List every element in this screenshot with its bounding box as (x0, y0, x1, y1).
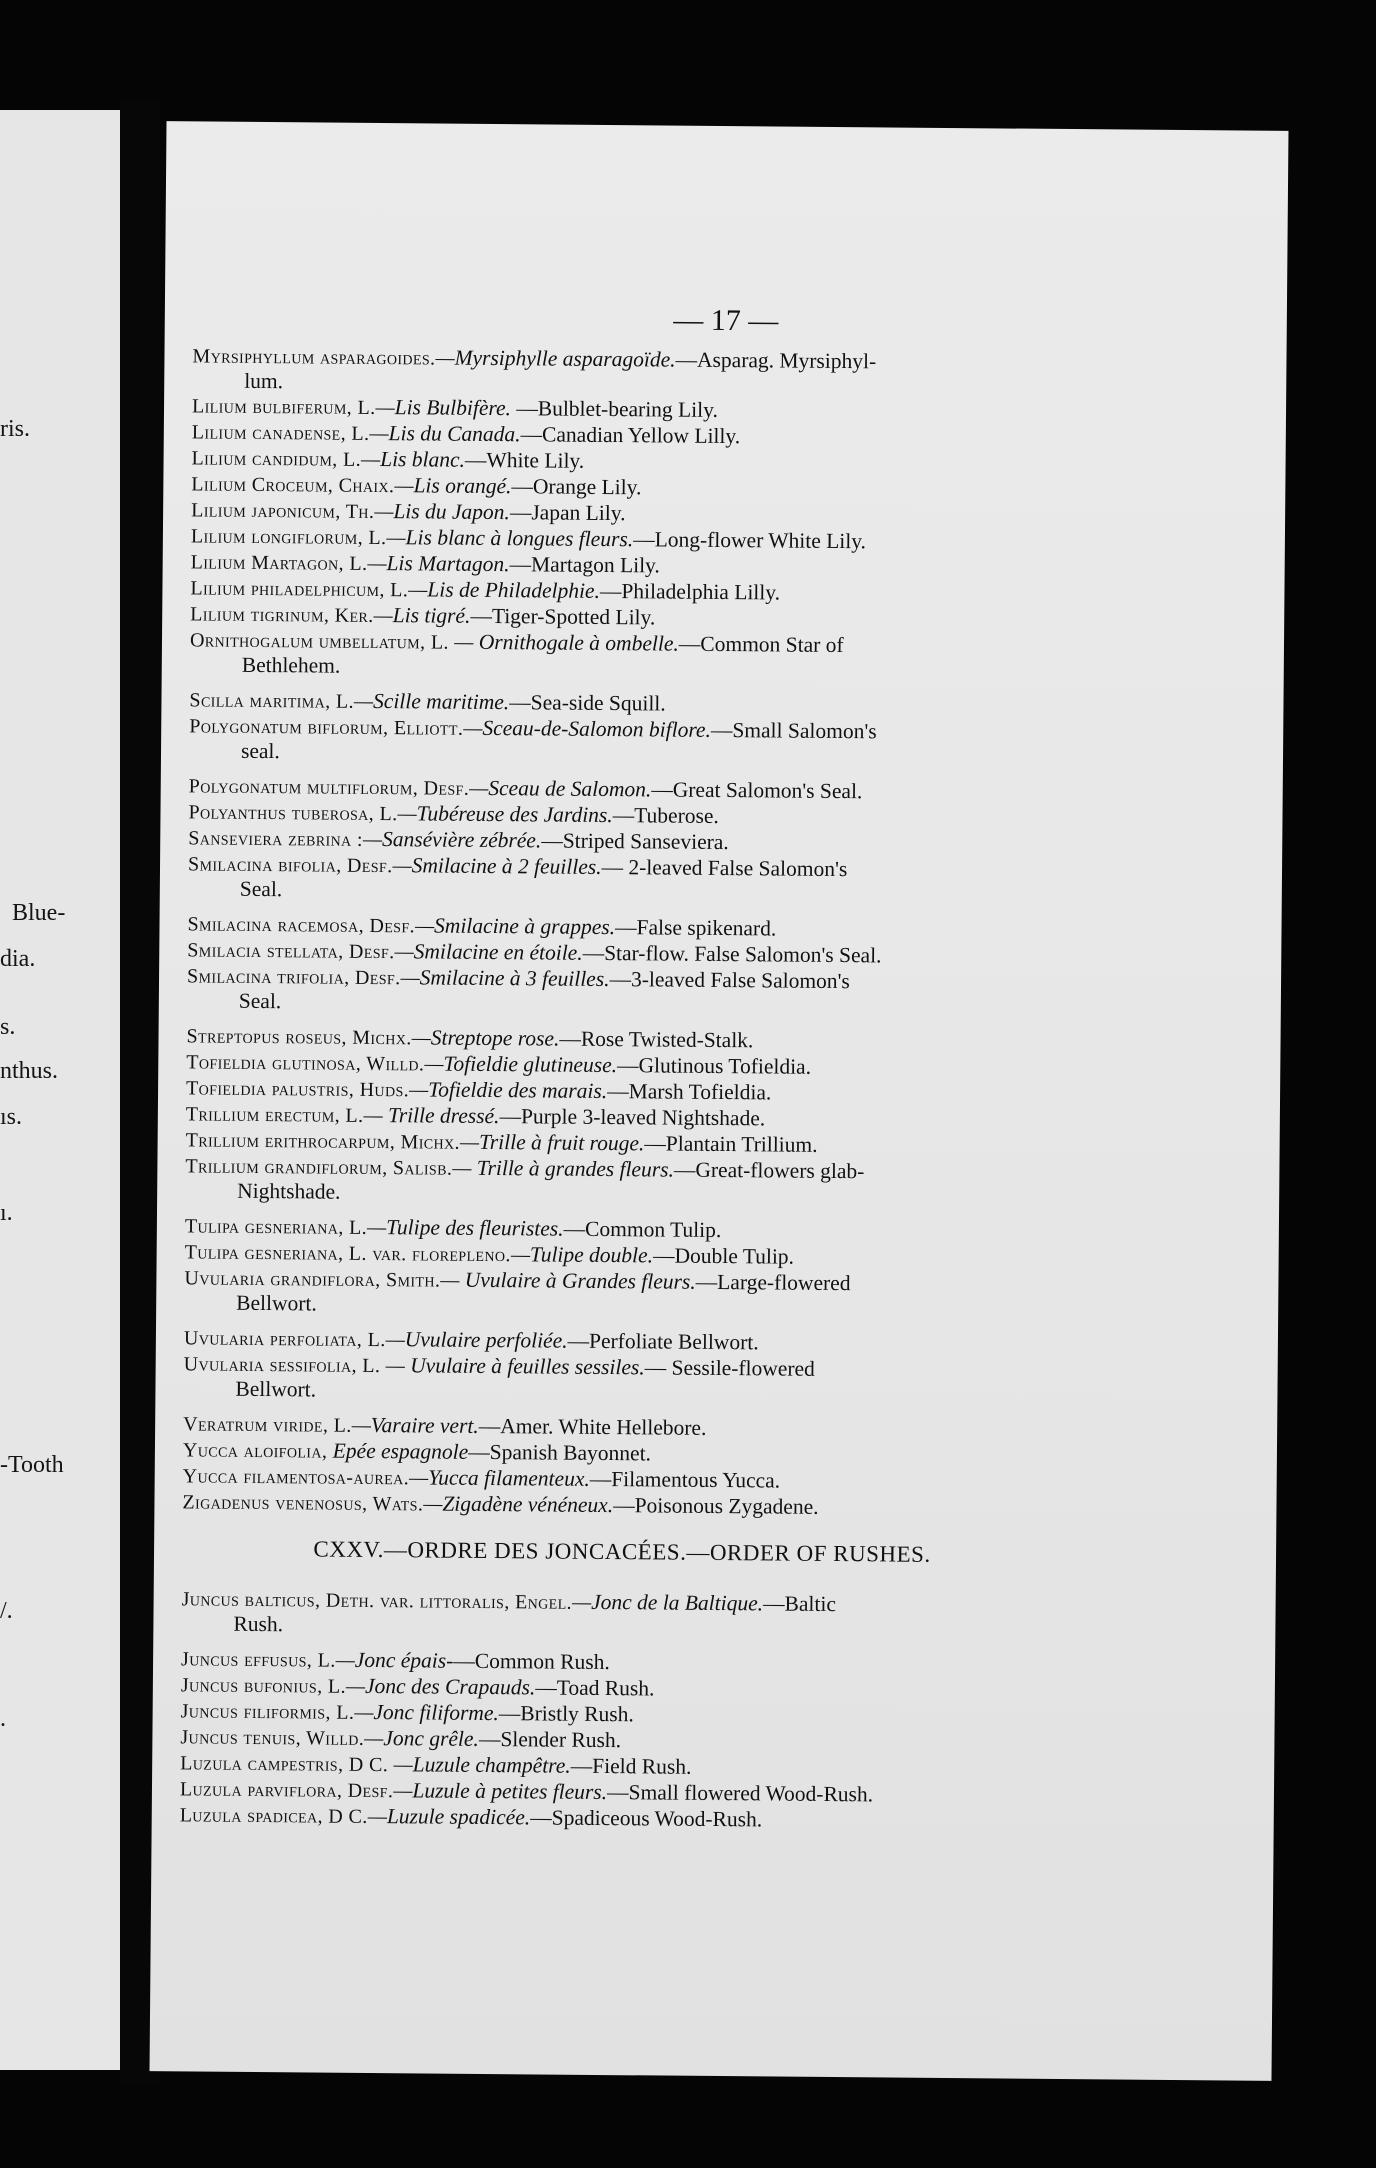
latin-name: Tofieldia palustris, Huds. (185, 1077, 410, 1102)
latin-name: Lilium tigrinum, Ker. (190, 603, 374, 627)
latin-name: Trillium grandiflorum, Salisb. (185, 1155, 453, 1180)
left-fragment: s. (0, 1014, 16, 1040)
french-name: —Smilacine à grappes. (414, 913, 616, 940)
english-name: —Sea-side Squill. (509, 690, 666, 716)
english-name: —Marsh Tofieldia. (607, 1079, 772, 1105)
liliaceae-entries (182, 343, 1072, 1522)
latin-name: Lilium japonicum, Th. (191, 499, 375, 523)
english-name: —3-leaved False Salomon's (609, 967, 850, 994)
species-entry (188, 851, 1068, 908)
species-entry (185, 1153, 1065, 1210)
left-fragment: ı. (0, 1200, 13, 1226)
latin-name: Trillium erectum, L. (185, 1103, 364, 1127)
french-name: —Lis de Philadelphie. (408, 577, 601, 603)
latin-name: Juncus bufonius, L. (180, 1674, 347, 1698)
english-name: —Common Star of (678, 631, 844, 658)
french-name: —Luzule à petites fleurs. (393, 1778, 608, 1805)
french-name: — Trille dressé. (363, 1102, 500, 1129)
species-entry (184, 1265, 1064, 1322)
continuation-line: Nightshade. (237, 1178, 341, 1204)
latin-name: Lilium canadense, L. (191, 421, 370, 445)
latin-name: Myrsiphyllum asparagoides. (192, 345, 436, 370)
french-name: —Yucca filamenteux. (408, 1465, 590, 1491)
french-name: —Lis Martagon. (367, 550, 510, 577)
left-fragment: /. (0, 1598, 13, 1624)
continuation-line: lum. (244, 368, 284, 394)
english-name: —Spanish Bayonnet. (468, 1439, 652, 1466)
english-name: —Martagon Lily. (509, 552, 660, 578)
french-name: —Smilacine à 2 feuilles. (392, 853, 602, 879)
french-name: —Tofieldie glutineuse. (424, 1051, 618, 1078)
french-name: —Uvulaire perfoliée. (385, 1327, 568, 1353)
latin-name: Juncus tenuis, Willd. (180, 1726, 365, 1750)
english-name: —Field Rush. (570, 1753, 692, 1779)
continuation-line: Bethlehem. (241, 652, 341, 678)
left-fragment: Blue- (12, 900, 66, 926)
species-entry (190, 627, 1070, 684)
juncaceae-entries (180, 1586, 1062, 1835)
latin-name: Lilium Martagon, L. (190, 551, 368, 575)
french-name: —Smilacine en étoile. (394, 939, 583, 965)
french-name: —Lis blanc. (360, 446, 466, 472)
english-name: —Baltic (762, 1591, 837, 1617)
english-name: — 2-leaved False Salomon's (601, 854, 848, 882)
french-name: —Scille maritime. (353, 688, 510, 715)
english-name: —Common Tulip. (563, 1216, 722, 1243)
latin-name: Lilium philadelphicum, L. (190, 577, 409, 602)
english-name: —Japan Lily. (509, 500, 626, 526)
french-name: —Varaire vert. (351, 1412, 479, 1438)
continuation-line: Bellwort. (235, 1376, 317, 1402)
continuation-line: seal. (240, 738, 280, 764)
french-name: —Streptope rose. (411, 1025, 560, 1051)
latin-name: Streptopus roseus, Michx. (186, 1025, 412, 1050)
species-entry (187, 963, 1067, 1020)
english-name: —Spadiceous Wood-Rush. (530, 1805, 763, 1832)
french-name: —Lis blanc à longues fleurs. (386, 525, 634, 552)
french-name: —Luzule champêtre. (388, 1752, 571, 1778)
english-name: —Slender Rush. (478, 1726, 622, 1753)
french-name: —Lis du Japon. (374, 498, 510, 525)
english-name: —Star-flow. False Salomon's Seal. (582, 940, 882, 968)
english-name: — Sessile-flowered (644, 1355, 815, 1381)
latin-name: Yucca aloifolia, (182, 1439, 328, 1463)
french-name: —Zigadène vénéneux. (423, 1491, 614, 1518)
species-list (180, 343, 1073, 1836)
english-name: —Bulblet-bearing Lily. (510, 396, 719, 422)
english-name: —White Lily. (464, 447, 585, 473)
section-heading: CXXV.—ORDRE DES JONCACÉES.—ORDER OF RUSHES. (313, 1536, 931, 1567)
book-page (150, 121, 1289, 2081)
latin-name: Luzula spadicea, D C. (179, 1804, 368, 1828)
continuation-line: Seal. (238, 988, 282, 1014)
english-name: —Poisonous Zygadene. (613, 1493, 819, 1519)
english-name: —Purple 3-leaved Nightshade. (499, 1104, 766, 1131)
continuation-line: Bellwort. (236, 1290, 317, 1316)
latin-name: Zigadenus venenosus, Wats. (182, 1491, 424, 1516)
french-name: —Jonc épais- (335, 1647, 454, 1673)
french-name: — Ornithogale à ombelle. (448, 629, 679, 656)
english-name: —Striped Sanseviera. (541, 828, 729, 855)
latin-name: Lilium Croceum, Chaix. (191, 473, 395, 498)
french-name: —Lis orangé. (394, 473, 512, 499)
species-entry (192, 343, 1072, 400)
french-name: —Lis du Canada. (369, 420, 521, 447)
latin-name: Tulipa gesneriana, L. (184, 1215, 368, 1239)
french-name: —Sceau-de-Salomon biflore. (463, 715, 711, 742)
latin-name: Luzula parviflora, Desf. (179, 1778, 394, 1803)
french-name: —Luzule spadicée. (367, 1803, 531, 1830)
latin-name: Smilacina racemosa, Desf. (187, 913, 416, 938)
french-name: —Smilacine à 3 feuilles. (400, 965, 610, 992)
english-name: —Common Rush. (453, 1648, 610, 1675)
french-name: — Uvulaire à feuilles sessiles. (380, 1353, 645, 1380)
french-name: —Trille à fruit rouge. (459, 1129, 645, 1156)
latin-name: Luzula campestris, D C. (180, 1752, 389, 1777)
english-name: —Glutinous Tofieldia. (616, 1053, 812, 1079)
left-fragment: ris. (0, 416, 30, 442)
species-entry (181, 1586, 1061, 1643)
latin-name: Scilla maritima, L. (189, 689, 355, 713)
latin-name: Veratrum viride, L. (183, 1413, 352, 1437)
english-name: —Long-flower White Lily. (633, 527, 867, 554)
french-name: — Trille à grandes fleurs. (452, 1155, 675, 1182)
latin-name: Uvularia sessifolia, L. (183, 1353, 381, 1378)
english-name: —Orange Lily. (511, 474, 642, 500)
french-name: —Sceau de Salomon. (469, 775, 652, 802)
english-name: —Filamentous Yucca. (589, 1466, 781, 1493)
english-name: —Tiger-Spotted Lily. (470, 603, 656, 630)
english-name: —Asparag. Myrsiphyl- (675, 347, 877, 374)
french-name: —Jonc grêle. (364, 1725, 479, 1751)
latin-name: Lilium bulbiferum, L. (191, 395, 376, 419)
latin-name: Lilium longiflorum, L. (190, 525, 387, 550)
french-name: —Jonc filiforme. (354, 1699, 499, 1726)
latin-name: Trillium erithrocarpum, Michx. (185, 1129, 461, 1154)
english-name: —Rose Twisted-Stalk. (559, 1026, 754, 1053)
latin-name: Smilacina trifolia, Desf. (186, 965, 401, 990)
english-name: —Bristly Rush. (498, 1701, 634, 1727)
latin-name: Polygonatum biflorum, Elliott. (189, 715, 464, 740)
left-fragment: nthus. (0, 1058, 59, 1084)
latin-name: Smilacia stellata, Desf. (187, 939, 395, 964)
latin-name: Ornithogalum umbellatum, L. (189, 629, 449, 654)
english-name: —Toad Rush. (535, 1675, 655, 1701)
continuation-line: Rush. (233, 1611, 284, 1637)
species-entry (189, 713, 1069, 770)
french-name: —Jonc des Crapauds. (345, 1673, 536, 1700)
french-name: —Jonc de la Baltique. (571, 1589, 764, 1616)
french-name: —Tulipe double. (510, 1242, 654, 1268)
french-name: —Lis Bulbifère. (375, 394, 512, 421)
latin-name: Tulipa gesneriana, L. var. florepleno. (184, 1241, 511, 1267)
latin-name: Yucca filamentosa-aurea. (182, 1465, 410, 1490)
english-name: —Plantain Trillium. (644, 1131, 818, 1157)
french-name: Epée espagnole (327, 1438, 469, 1464)
english-name: —Great Salomon's Seal. (651, 777, 863, 804)
left-fragment: -Tooth (0, 1452, 64, 1478)
latin-name: Polyanthus tuberosa, L. (188, 801, 398, 826)
left-fragment: dia. (0, 946, 36, 972)
french-name: —Lis tigré. (373, 602, 471, 628)
english-name: —Philadelphia Lilly. (599, 578, 781, 605)
english-name: —Canadian Yellow Lilly. (520, 422, 741, 449)
french-name: —Myrsiphylle asparagoïde. (435, 345, 676, 372)
latin-name: Smilacina bifolia, Desf. (187, 853, 393, 878)
page-number: — 17 — (673, 303, 779, 338)
english-name: —False spikenard. (614, 915, 777, 941)
french-name: — Uvulaire à Grandes fleurs. (440, 1267, 696, 1294)
latin-name: Sanseviera zebrina : (188, 827, 364, 851)
left-page-edge (0, 110, 132, 2070)
latin-name: Uvularia grandiflora, Smith. (184, 1267, 441, 1292)
latin-name: Uvularia perfoliata, L. (183, 1327, 386, 1352)
left-fragment: ıs. (0, 1104, 23, 1130)
french-name: —Tofieldie des marais. (409, 1077, 608, 1104)
english-name: —Tuberose. (612, 803, 719, 828)
continuation-line: Seal. (239, 876, 283, 902)
latin-name: Juncus balticus, Deth. var. littoralis, Engel. (181, 1588, 573, 1614)
left-fragment: . (0, 1706, 6, 1732)
english-name: —Amer. White Hellebore. (478, 1413, 707, 1440)
species-entry (183, 1351, 1063, 1408)
english-name: —Great-flowers glab- (673, 1157, 865, 1184)
english-name: —Small flowered Wood-Rush. (607, 1780, 874, 1807)
english-name: —Small Salomon's (710, 717, 877, 744)
english-name: —Perfoliate Bellwort. (567, 1328, 759, 1355)
english-name: —Double Tulip. (652, 1243, 795, 1269)
latin-name: Tofieldia glutinosa, Willd. (186, 1051, 425, 1076)
latin-name: Lilium candidum, L. (191, 447, 362, 471)
english-name: —Large-flowered (695, 1269, 851, 1296)
latin-name: Juncus filiformis, L. (180, 1700, 355, 1724)
french-name: —Tubéreuse des Jardins. (397, 801, 613, 828)
french-name: —Sansévière zébrée. (362, 826, 542, 853)
french-name: —Tulipe des fleuristes. (367, 1214, 564, 1241)
latin-name: Polygonatum multiflorum, Desf. (188, 775, 470, 800)
latin-name: Juncus effusus, L. (181, 1648, 336, 1672)
